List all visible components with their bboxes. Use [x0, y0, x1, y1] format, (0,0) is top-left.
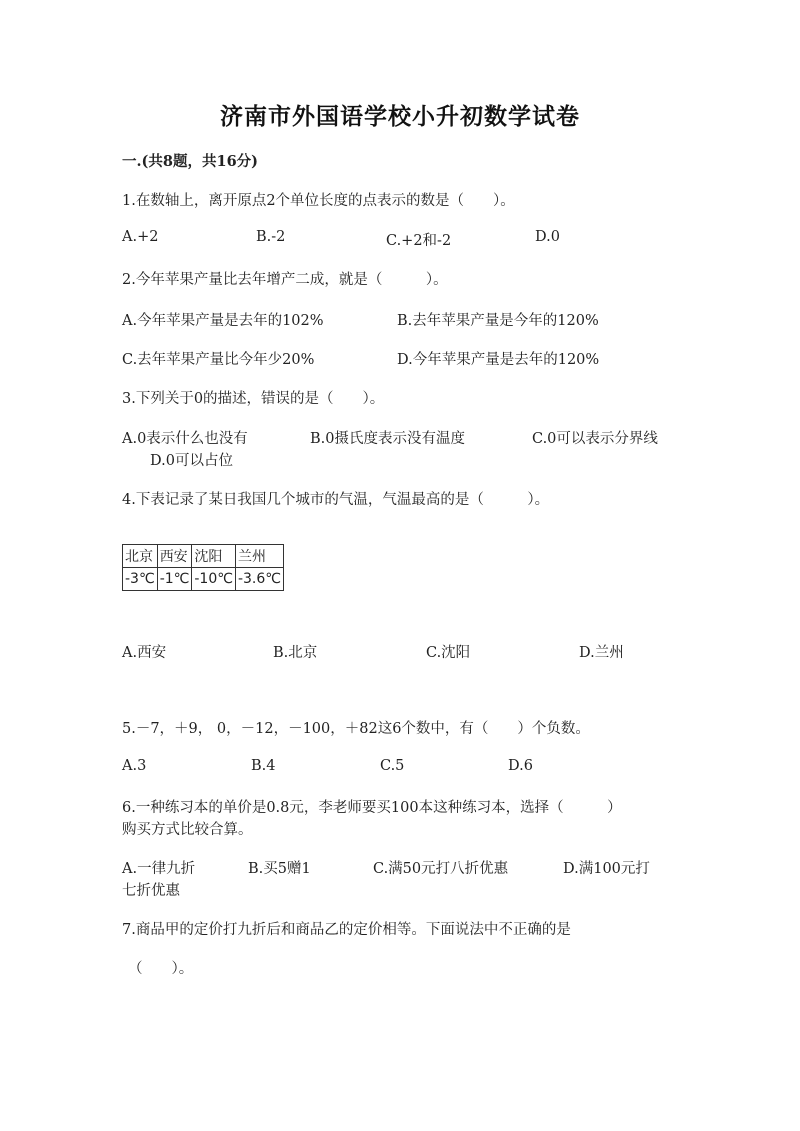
table-row	[123, 568, 284, 591]
question-7-stem-cont: （ ）。	[128, 961, 194, 977]
question-6-option-a: A.一律九折	[122, 861, 196, 877]
question-2-option-d: D.今年苹果产量是去年的120%	[397, 352, 600, 368]
question-4-option-d: D.兰州	[579, 645, 624, 661]
question-1-stem: 1.在数轴上，离开原点2个单位长度的点表示的数是（ ）。	[122, 193, 515, 209]
page-title: 济南市外国语学校小升初数学试卷	[220, 103, 580, 130]
question-3-option-d: D.0可以占位	[150, 453, 233, 469]
table-cell-city: 沈阳	[192, 545, 236, 568]
question-5-option-b: B.4	[251, 758, 276, 774]
question-2-option-c: C.去年苹果产量比今年少20%	[122, 352, 315, 368]
question-6-option-b: B.买5赠1	[248, 861, 311, 877]
question-2-option-a: A.今年苹果产量是去年的102%	[122, 313, 324, 329]
question-2-option-b: B.去年苹果产量是今年的120%	[397, 313, 599, 329]
question-3-option-a: A.0表示什么也没有	[122, 431, 248, 447]
table-cell-city: 北京	[123, 545, 158, 568]
question-6-option-d-cont: 七折优惠	[122, 883, 180, 899]
question-1-option-b: B.-2	[256, 229, 286, 245]
section-heading: 一.(共8题，共16分)	[122, 153, 259, 170]
question-3-stem: 3.下列关于0的描述，错误的是（ ）。	[122, 391, 385, 407]
table-cell-temp: -10℃	[192, 568, 236, 591]
question-4-stem: 4.下表记录了某日我国几个城市的气温，气温最高的是（ ）。	[122, 492, 550, 508]
question-7-stem: 7.商品甲的定价打九折后和商品乙的定价相等。下面说法中不正确的是	[122, 922, 571, 938]
question-3-option-b: B.0摄氏度表示没有温度	[310, 431, 465, 447]
question-4-option-c: C.沈阳	[426, 645, 471, 661]
question-6-option-c: C.满50元打八折优惠	[373, 861, 509, 877]
question-4-option-b: B.北京	[273, 645, 318, 661]
question-5-option-c: C.5	[380, 758, 405, 774]
question-5-option-d: D.6	[508, 758, 533, 774]
question-5-option-a: A.3	[122, 758, 147, 774]
table-cell-city: 西安	[157, 545, 192, 568]
question-5-stem: 5.－7，＋9， 0，－12，－100，＋82这6个数中，有（ ）个负数。	[122, 721, 590, 737]
question-1-option-d: D.0	[535, 229, 560, 245]
temperature-table	[122, 544, 284, 591]
question-1-option-a: A.+2	[122, 229, 159, 245]
question-6-stem: 6.一种练习本的单价是0.8元，李老师要买100本这种练习本，选择（ ）	[122, 800, 622, 816]
question-4-option-a: A.西安	[122, 645, 167, 661]
question-2-stem: 2.今年苹果产量比去年增产二成，就是（ ）。	[122, 272, 448, 288]
table-cell-temp: -3.6℃	[235, 568, 283, 591]
question-6-stem-cont: 购买方式比较合算。	[122, 822, 253, 838]
table-cell-temp: -1℃	[157, 568, 192, 591]
question-3-option-c: C.0可以表示分界线	[532, 431, 658, 447]
table-cell-temp: -3℃	[123, 568, 158, 591]
table-cell-city: 兰州	[235, 545, 283, 568]
table-row	[123, 545, 284, 568]
question-6-option-d: D.满100元打	[563, 861, 650, 877]
question-1-option-c: C.+2和-2	[386, 233, 452, 249]
